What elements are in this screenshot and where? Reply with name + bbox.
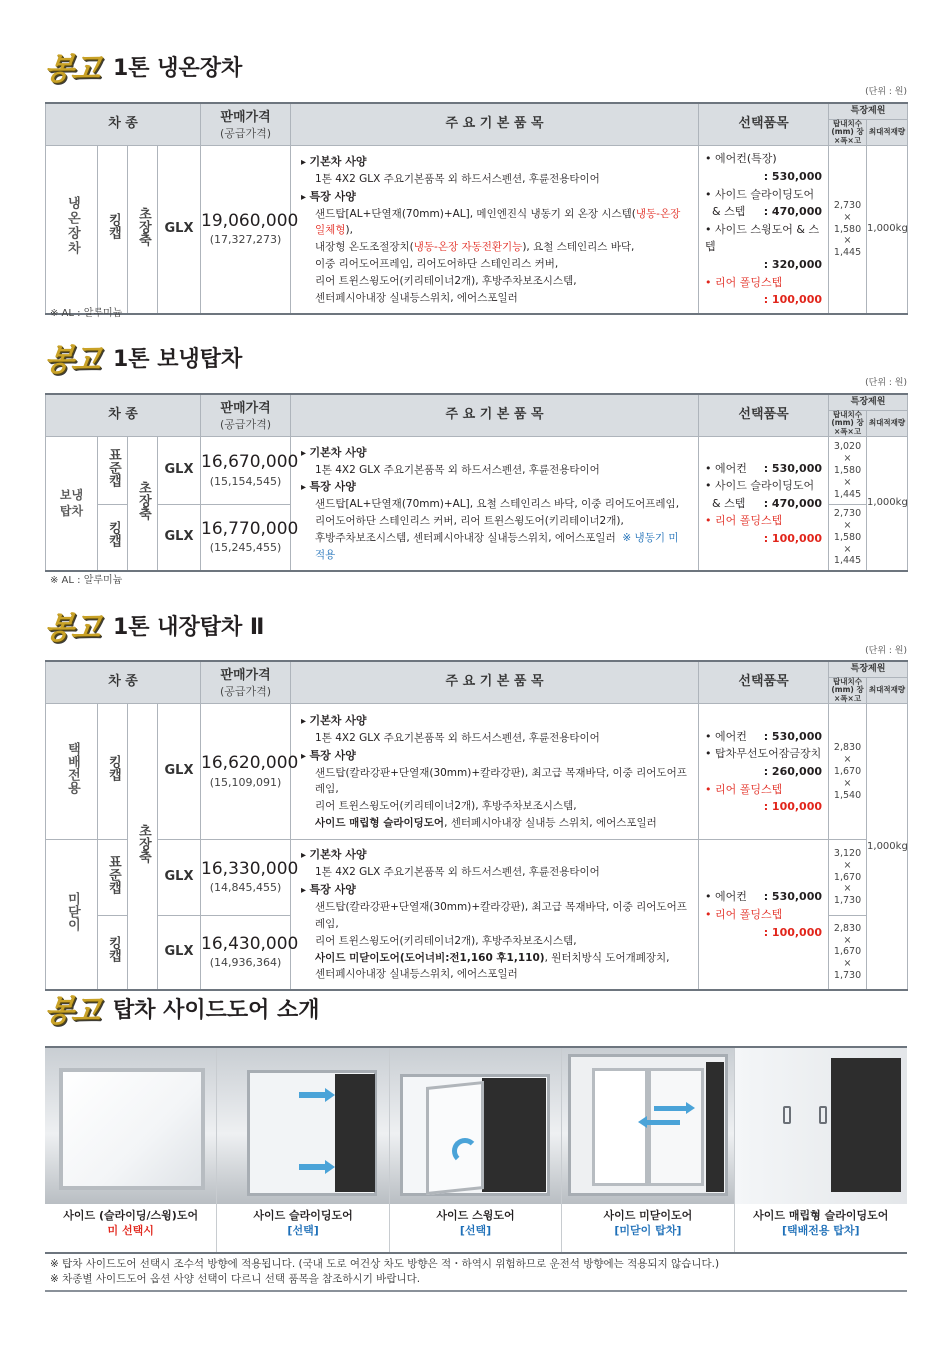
door-option-default [45, 1048, 217, 1252]
bongo-logo: 봉고 [42, 994, 101, 1029]
door-sub: 미 선택시 [107, 1223, 154, 1237]
price-cell: 16,620,000 (15,109,091) [201, 704, 291, 840]
cab: 킹캡 [105, 213, 121, 240]
footnote: ※ 차종별 사이드도어 옵션 사양 선택이 다르니 선택 품목을 참조하시기 바랍니다. [50, 1273, 421, 1286]
cab-king: 킹캡 [105, 935, 121, 962]
unit-label: (단위 : 원) [865, 87, 907, 97]
door-photo [217, 1048, 388, 1204]
cab-standard: 표준캡 [105, 447, 121, 487]
door-photo [390, 1048, 561, 1204]
section-title: 1톤 내장탑차 Ⅱ [112, 614, 265, 640]
door-photo [45, 1048, 216, 1204]
grade: GLX [158, 915, 201, 990]
door-name: 사이드 미닫이도어 [603, 1209, 693, 1222]
car-type: 보냉탑차 [59, 488, 84, 518]
section-title: 1톤 냉온장차 [112, 55, 243, 81]
col-price: 판매가격 (공급가격) [201, 103, 291, 146]
col-main-items: 주 요 기 본 품 목 [291, 103, 699, 146]
section-side-door [42, 988, 907, 1029]
grade: GLX [158, 146, 201, 314]
rotate-arrow-icon [452, 1138, 478, 1164]
col-dim: 탑내치수(mm) 장×폭×고 [829, 119, 867, 146]
door-option-sliding [217, 1048, 389, 1252]
col-car-type: 차 종 [46, 394, 201, 437]
cab-king: 킹캡 [105, 755, 121, 782]
section-title: 탑차 사이드도어 소개 [112, 997, 320, 1023]
options: • 에어컨 : 530,000 • 탑차무선도어잠금장치 : 260,000 • 리어 폴딩스텝 : 100,000 [699, 704, 829, 840]
bongo-logo: 봉고 [42, 343, 101, 378]
col-load: 최대적재량 [867, 677, 908, 704]
bongo-logo: 봉고 [42, 52, 101, 87]
door-handle-icon [783, 1106, 791, 1124]
price-cell: 16,770,000 (15,245,455) [201, 505, 291, 571]
table-dry-van [45, 660, 907, 991]
door-photo [562, 1048, 733, 1204]
main-items: ▸ 기본차 사양 1톤 4X2 GLX 주요기본품목 외 하드서스펜션, 후륜전용타이어 ▸ 특장 사양 샌드탑(칼라강판+단열재(30mm)+칼라강판), 최고급 목재바닥, 이중 리어도어프레임, 리어 트윈스윙도어(키리테이너2개), 후방주차보조시스템, 사이드 미닫이도어(도어너비:전1,160 후1,110), 원터치방식 도어개폐장치, 센터페시아내장 실내등스위치, 에어스포일러 [291, 840, 699, 990]
col-special: 특장제원 [829, 103, 908, 119]
door-photo [735, 1048, 907, 1204]
door-sub: [선택] [287, 1223, 319, 1237]
col-price: 판매가격 (공급가격) [201, 661, 291, 704]
car-type: 냉온장차 [64, 196, 80, 257]
note-al: ※ AL : 알루미늄 [50, 575, 123, 586]
col-load: 최대적재량 [867, 410, 908, 437]
col-price: 판매가격 (공급가격) [201, 394, 291, 437]
arrow-left-icon [646, 1120, 680, 1125]
note-al: ※ AL : 알루미늄 [50, 308, 123, 319]
col-dim: 탑내치수(mm) 장×폭×고 [829, 677, 867, 704]
table-insulated [45, 393, 907, 572]
price-cell: 16,430,000 (14,936,364) [201, 915, 291, 990]
col-car-type: 차 종 [46, 661, 201, 704]
door-sub: [선택] [459, 1223, 492, 1237]
axle: 초장축 [135, 206, 151, 246]
footnote: ※ 탑차 사이드도어 선택시 조수석 방향에 적용됩니다. (국내 도로 여건상 차도 방향은 적・하역시 위험하므로 운전석 방향에는 적용되지 않습니다.) [50, 1258, 720, 1270]
grade: GLX [158, 505, 201, 571]
options: • 에어컨 : 530,000 • 리어 폴딩스텝 : 100,000 [699, 840, 829, 990]
dimensions: 2,730 × 1,580 × 1,445 [829, 146, 867, 314]
section-insulated [42, 337, 907, 388]
main-items: ▸ 기본차 사양 1톤 4X2 GLX 주요기본품목 외 하드서스펜션, 후륜전용타이어 ▸ 특장 사양 샌드탑(칼라강판+단열재(30mm)+칼라강판), 최고급 목재바닥, 이중 리어도어프레임, 리어 트윈스윙도어(키리테이너2개), 후방주차보조시스템, 사이드 매립형 슬라이딩도어, 센터페시아내장 실내등 스위치, 에어스포일러 [291, 704, 699, 840]
col-main-items: 주 요 기 본 품 목 [291, 661, 699, 704]
door-name: 사이드 스윙도어 [436, 1209, 515, 1222]
options: • 에어컨(특장) : 530,000 • 사이드 슬라이딩도어 & 스텝 : 470,000 • 사이드 스윙도어 & 스텝 : 320,000 • 리어 폴딩스텝 : 100,000 [699, 146, 829, 314]
max-load: 1,000kg [867, 146, 908, 314]
dimensions: 2,730 × 1,580 × 1,445 [829, 505, 867, 571]
col-dim: 탑내치수(mm) 장×폭×고 [829, 410, 867, 437]
section-dry-van [42, 605, 907, 656]
unit-label: (단위 : 원) [865, 378, 907, 388]
arrow-right-icon [654, 1106, 688, 1111]
car-type-parcel: 택배전용 [64, 742, 80, 795]
col-special: 특장제원 [829, 661, 908, 677]
axle: 초장축 [135, 480, 151, 520]
door-name: 사이드 슬라이딩도어 [253, 1209, 353, 1222]
divider [45, 1290, 907, 1292]
max-load: 1,000kg [867, 704, 908, 990]
col-options: 선택품목 [699, 103, 829, 146]
door-name: 사이드 매립형 슬라이딩도어 [753, 1209, 889, 1222]
door-name: 사이드 (슬라이딩/스윙)도어 [63, 1209, 199, 1222]
side-door-gallery [45, 1046, 907, 1254]
col-car-type: 차 종 [46, 103, 201, 146]
dimensions: 3,120 × 1,670 × 1,730 [829, 840, 867, 915]
price-cell: 16,330,000 (14,845,455) [201, 840, 291, 915]
door-handle-icon [819, 1106, 827, 1124]
dimensions: 3,020 × 1,580 × 1,445 [829, 437, 867, 505]
main-items: ▸ 기본차 사양 1톤 4X2 GLX 주요기본품목 외 하드서스펜션, 후륜전용타이어 ▸ 특장 사양 샌드탑[AL+단열재(70mm)+AL], 메인엔진식 냉동기 외 온장 시스템(냉동-온장 일체형), 내장형 온도조절장치(냉동-온장 자동전환기능), 요철 스테인리스 바닥, 이중 리어도어프레임, 리어도어하단 스테인리스 커버, 리어 트윈스윙도어(키리테이너2개), 후방주차보조시스템, 센터페시아내장 실내등스위치, 에어스포일러 [291, 146, 699, 314]
door-sub: [택배전용 탑차] [781, 1223, 860, 1237]
axle: 초장축 [135, 823, 151, 863]
table-refrigerated [45, 102, 907, 315]
grade: GLX [158, 840, 201, 915]
dimensions: 2,830 × 1,670 × 1,730 [829, 915, 867, 990]
section-title: 1톤 보냉탑차 [112, 346, 243, 372]
section-refrigerated [42, 46, 907, 97]
footnotes [50, 1257, 719, 1287]
arrow-right-icon [299, 1092, 327, 1098]
price-cell: 16,670,000 (15,154,545) [201, 437, 291, 505]
cab-standard: 표준캡 [105, 854, 121, 894]
main-items: ▸ 기본차 사양 1톤 4X2 GLX 주요기본품목 외 하드서스펜션, 후륜전용타이어 ▸ 특장 사양 샌드탑[AL+단열재(70mm)+AL], 요철 스테인리스 바닥, 이중 리어도어프레임, 리어도어하단 스테인리스 커버, 리어 트윈스윙도어(키리테이너2개), 후방주차보조시스템, 센터페시아내장 실내등스위치, 에어스포일러 ※ 냉동기 미적용 [291, 437, 699, 571]
col-main-items: 주 요 기 본 품 목 [291, 394, 699, 437]
col-options: 선택품목 [699, 394, 829, 437]
grade: GLX [158, 437, 201, 505]
col-load: 최대적재량 [867, 119, 908, 146]
car-type-sliding: 미닫이 [64, 891, 80, 931]
col-special: 특장제원 [829, 394, 908, 410]
door-option-shoji [562, 1048, 734, 1252]
max-load: 1,000kg [867, 437, 908, 571]
door-sub: [미닫이 탑차] [614, 1223, 682, 1237]
options: • 에어컨 : 530,000 • 사이드 슬라이딩도어 & 스텝 : 470,000 • 리어 폴딩스텝 : 100,000 [699, 437, 829, 571]
door-option-swing [390, 1048, 562, 1252]
bongo-logo: 봉고 [42, 611, 101, 646]
price-cell: 19,060,000 (17,327,273) [201, 146, 291, 314]
dimensions: 2,830 × 1,670 × 1,540 [829, 704, 867, 840]
grade: GLX [158, 704, 201, 840]
unit-label: (단위 : 원) [865, 646, 907, 656]
cab-king: 킹캡 [105, 521, 121, 548]
door-option-flush-sliding [735, 1048, 907, 1252]
col-options: 선택품목 [699, 661, 829, 704]
